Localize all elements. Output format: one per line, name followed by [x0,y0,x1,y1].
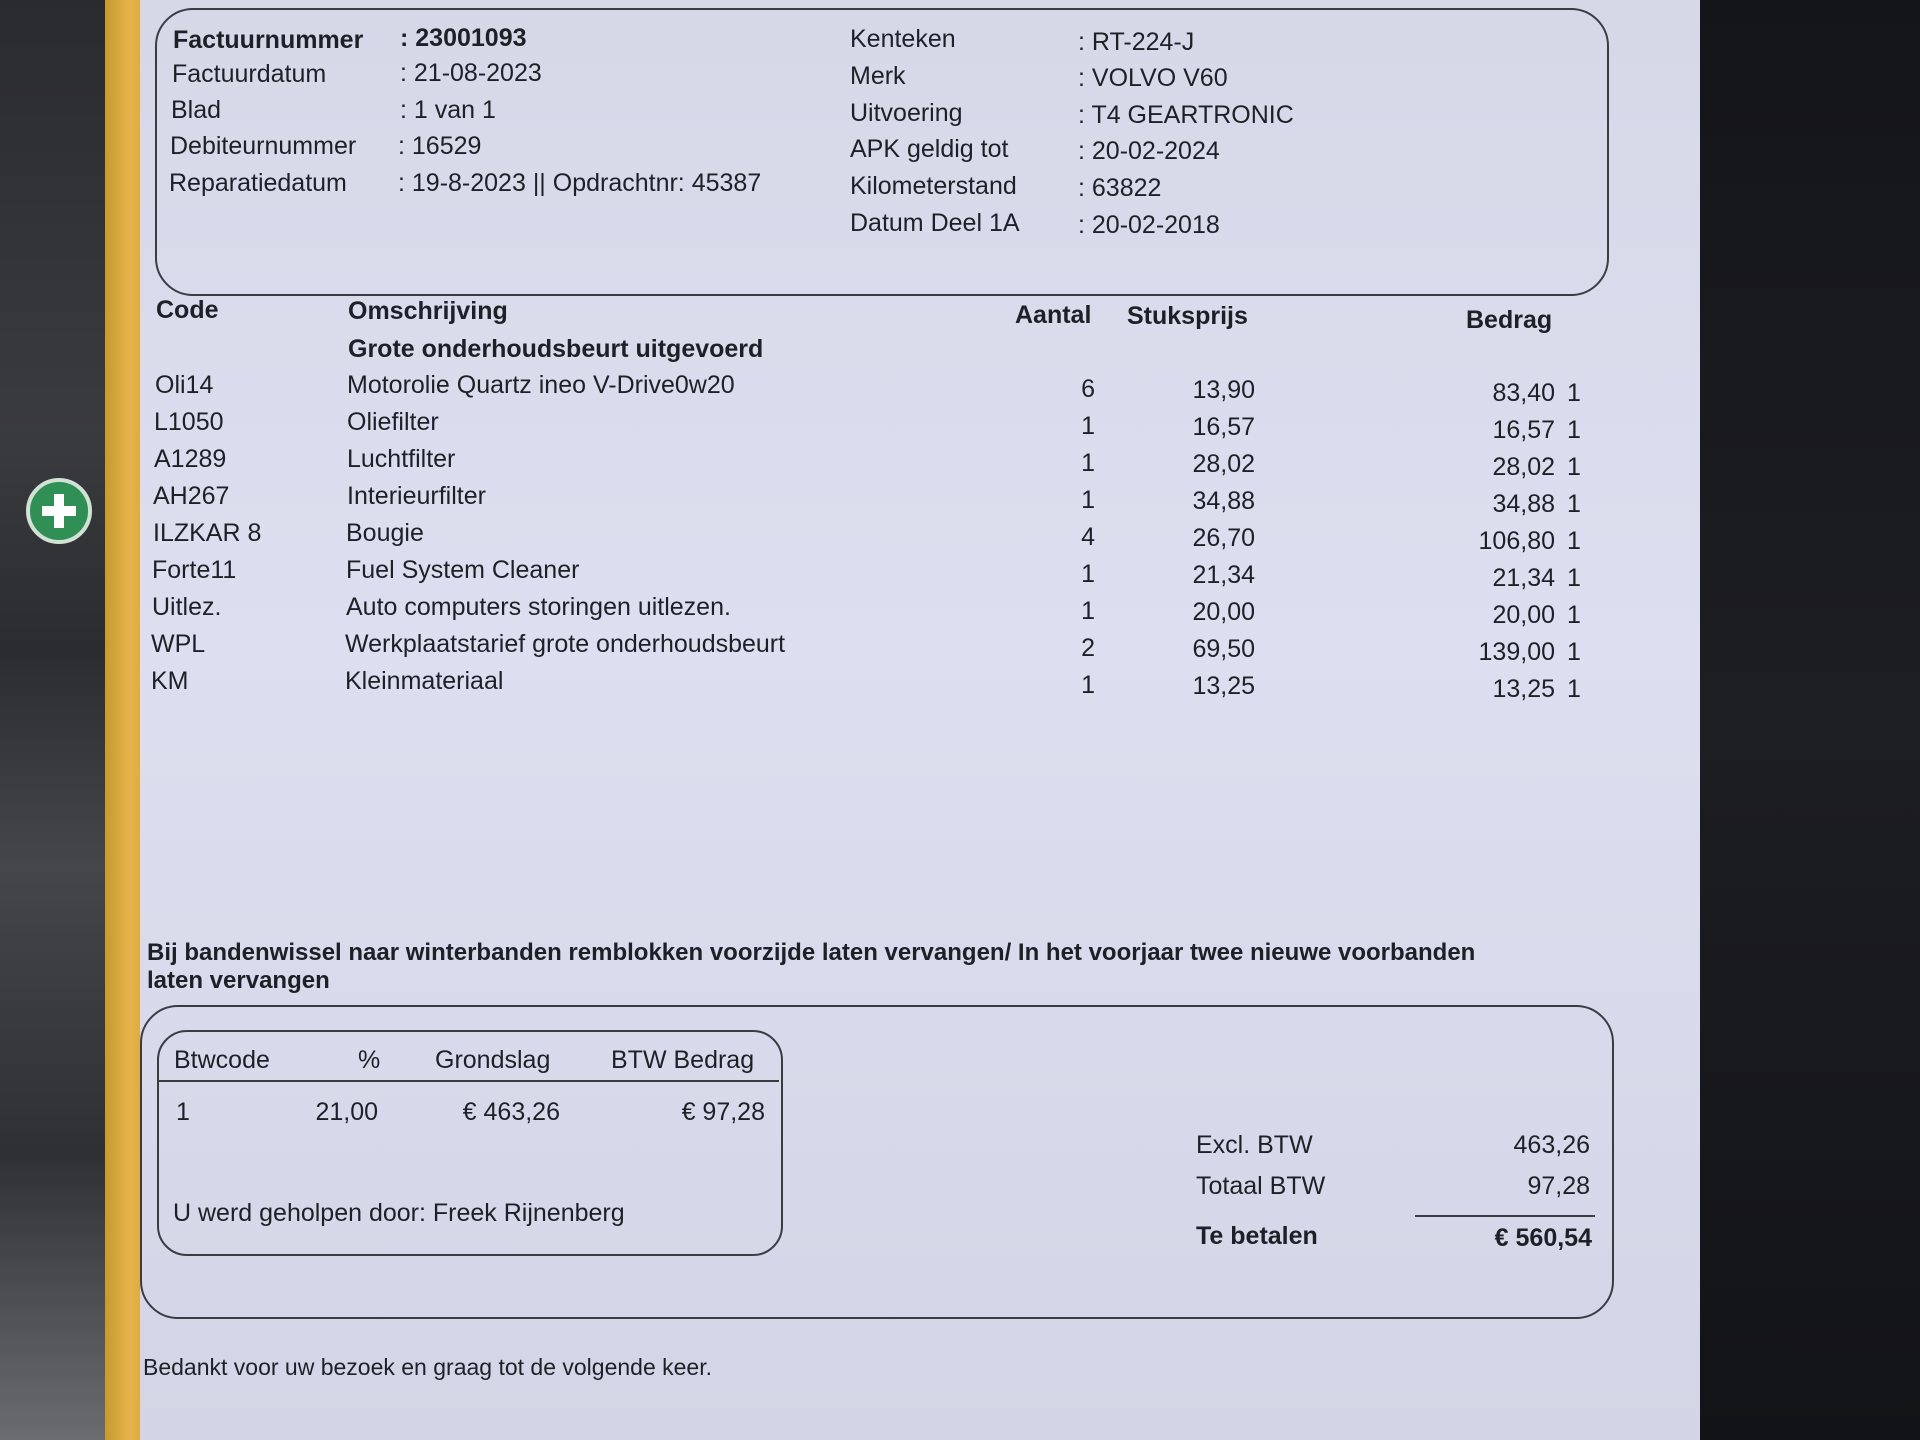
section-title: Grote onderhoudsbeurt uitgevoerd [348,335,764,363]
row-vat-code: 1 [1567,379,1581,407]
row-qty: 1 [1081,486,1095,514]
row-description: Oliefilter [347,408,439,436]
repair-date-label: Reparatiedatum [169,169,347,197]
vat-row-amount: € 97,28 [681,1098,765,1126]
row-code: L1050 [154,408,224,436]
row-code: KM [151,667,189,695]
invoice-number-value: : 23001093 [400,24,527,52]
registration-date-value: : 20-02-2018 [1078,211,1220,239]
row-amount: 83,40 [1492,379,1555,407]
row-amount: 34,88 [1492,490,1555,518]
total-vat-label: Totaal BTW [1196,1172,1326,1200]
row-unit-price: 69,50 [1192,635,1255,663]
row-description: Kleinmateriaal [345,667,504,695]
vat-row-code: 1 [176,1098,190,1126]
mileage-value: : 63822 [1078,174,1162,202]
version-value: : T4 GEARTRONIC [1078,101,1294,129]
row-amount: 13,25 [1492,675,1555,703]
amount-due-value: € 560,54 [1494,1224,1592,1252]
col-header-description: Omschrijving [348,297,508,325]
registration-date-label: Datum Deel 1A [850,209,1020,237]
row-amount: 28,02 [1492,453,1555,481]
row-unit-price: 34,88 [1192,487,1255,515]
row-qty: 6 [1081,375,1095,403]
col-header-unit-price: Stuksprijs [1127,302,1248,330]
background-right [1690,0,1920,1440]
total-divider [1415,1215,1595,1217]
row-qty: 1 [1081,597,1095,625]
vat-row-pct: 21,00 [315,1098,378,1126]
excl-vat-value: 463,26 [1513,1131,1590,1159]
row-description: Werkplaatstarief grote onderhoudsbeurt [345,630,786,658]
row-unit-price: 13,25 [1192,672,1255,700]
apk-valid-label: APK geldig tot [850,135,1009,163]
background-left [0,0,110,1440]
row-vat-code: 1 [1567,490,1581,518]
amount-due-label: Te betalen [1196,1222,1318,1250]
license-plate-value: : RT-224-J [1078,28,1195,56]
row-description: Interieurfilter [347,482,486,510]
row-amount: 106,80 [1478,527,1555,555]
row-unit-price: 21,34 [1192,561,1255,589]
row-code: A1289 [154,445,227,473]
row-description: Motorolie Quartz ineo V-Drive0w20 [347,371,735,399]
col-header-qty: Aantal [1015,301,1092,329]
page-value: : 1 van 1 [400,96,496,124]
license-plate-label: Kenteken [850,25,956,53]
row-amount: 139,00 [1478,638,1555,666]
total-vat-value: 97,28 [1527,1172,1590,1200]
row-code: Uitlez. [152,593,222,621]
row-qty: 1 [1081,412,1095,440]
row-qty: 4 [1081,523,1095,551]
vat-header-base: Grondslag [435,1046,551,1074]
row-vat-code: 1 [1567,638,1581,666]
row-qty: 1 [1081,671,1095,699]
invoice-date-value: : 21-08-2023 [400,59,542,87]
version-label: Uitvoering [850,99,963,127]
footer-thanks: Bedankt voor uw bezoek en graag tot de volgende keer. [143,1354,713,1380]
row-code: WPL [151,630,206,658]
row-unit-price: 28,02 [1192,450,1255,478]
row-qty: 1 [1081,560,1095,588]
invoice-number-label: Factuurnummer [173,26,364,54]
row-amount: 21,34 [1492,564,1555,592]
row-vat-code: 1 [1567,601,1581,629]
row-unit-price: 16,57 [1192,413,1255,441]
row-vat-code: 1 [1567,527,1581,555]
row-code: Oli14 [155,371,214,399]
vat-header-divider [159,1080,779,1082]
row-unit-price: 20,00 [1192,598,1255,626]
row-code: AH267 [153,482,230,510]
row-unit-price: 13,90 [1192,376,1255,404]
mileage-label: Kilometerstand [850,172,1017,200]
row-unit-price: 26,70 [1192,524,1255,552]
apk-valid-value: : 20-02-2024 [1078,137,1220,165]
vat-header-pct: % [358,1046,381,1074]
row-description: Luchtfilter [347,445,456,473]
vat-header-code: Btwcode [174,1046,270,1074]
row-description: Auto computers storingen uitlezen. [346,593,731,621]
row-code: ILZKAR 8 [153,519,262,547]
row-description: Fuel System Cleaner [346,556,580,584]
helped-by-text: U werd geholpen door: Freek Rijnenberg [173,1199,625,1227]
row-description: Bougie [346,519,424,547]
vat-header-amount: BTW Bedrag [611,1046,755,1074]
row-code: Forte11 [152,556,237,584]
vat-row-base: € 463,26 [462,1098,560,1126]
debtor-number-label: Debiteurnummer [170,132,357,160]
row-vat-code: 1 [1567,453,1581,481]
row-amount: 20,00 [1492,601,1555,629]
row-qty: 1 [1081,449,1095,477]
row-vat-code: 1 [1567,416,1581,444]
row-qty: 2 [1081,634,1095,662]
excl-vat-label: Excl. BTW [1196,1131,1313,1159]
col-header-code: Code [156,296,219,324]
col-header-amount: Bedrag [1466,306,1553,334]
brand-label: Merk [850,62,906,90]
invoice-date-label: Factuurdatum [172,60,327,88]
repair-date-value: : 19-8-2023 || Opdrachtnr: 45387 [398,169,762,197]
debtor-number-value: : 16529 [398,132,482,160]
brand-value: : VOLVO V60 [1078,64,1228,92]
row-vat-code: 1 [1567,675,1581,703]
page-label: Blad [171,96,222,124]
row-vat-code: 1 [1567,564,1581,592]
first-aid-cross-icon [26,478,92,544]
note-line-2: laten vervangen [147,967,330,994]
row-amount: 16,57 [1492,416,1555,444]
note-line-1: Bij bandenwissel naar winterbanden remblokken voorzijde laten vervangen/ In het voorjaar twee nieuwe voorbanden [147,939,1476,966]
